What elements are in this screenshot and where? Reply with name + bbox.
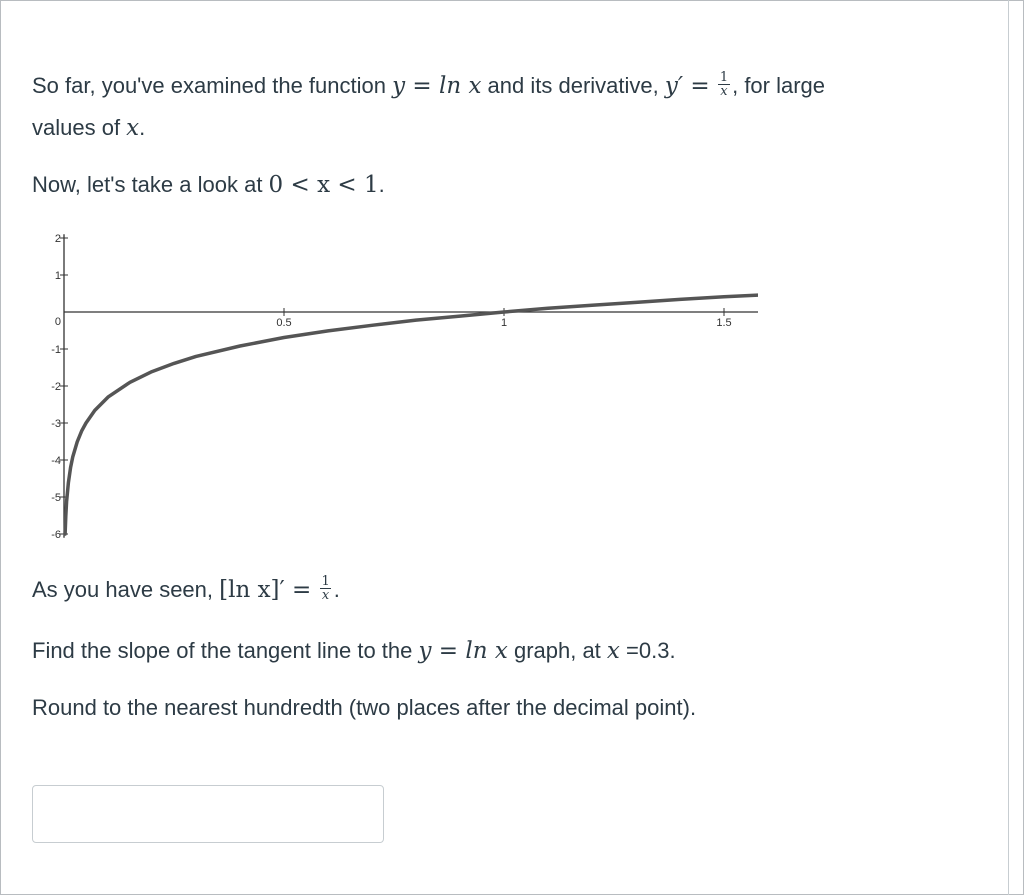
fraction-denominator: x xyxy=(321,587,330,603)
math-derivative-ln: [ln x]′ = xyxy=(219,577,312,603)
round-line xyxy=(32,686,696,730)
find-text-c: =0.3. xyxy=(619,638,676,663)
y-tick-label: -3 xyxy=(51,418,61,430)
fraction-numerator: 1 xyxy=(321,573,330,589)
math-x-2: x xyxy=(606,638,620,664)
fraction-denominator: x xyxy=(720,83,728,99)
math-y-ln-x-2: y = ln x xyxy=(418,638,508,664)
y-tick-label: -1 xyxy=(51,344,61,356)
math-y-ln-x: y = ln x xyxy=(392,73,482,99)
frame-divider xyxy=(1008,0,1009,895)
seen-text: As you have seen, xyxy=(32,577,220,602)
fraction-one-over-x-2 xyxy=(319,575,331,602)
intro-line-1 xyxy=(32,64,825,108)
y-tick-label: -6 xyxy=(51,529,61,541)
x-tick-label: 1.5 xyxy=(716,317,732,329)
y-tick-label: 1 xyxy=(54,270,61,282)
intro-text-a: So far, you've examined the function xyxy=(32,73,393,98)
seen-period: . xyxy=(333,577,340,602)
x-tick-label: 0.5 xyxy=(276,317,292,329)
math-x: x xyxy=(126,115,140,141)
fraction-numerator: 1 xyxy=(719,69,729,85)
y-tick-label: -4 xyxy=(51,455,61,467)
y-tick-label: 2 xyxy=(54,233,61,245)
intro-text-c: , for large xyxy=(732,73,826,98)
round-instruction: Round to the nearest hundredth (two places after the decimal point). xyxy=(32,695,697,720)
now-line xyxy=(32,163,385,207)
y-tick-label: -5 xyxy=(51,492,61,504)
y-tick-label: 0 xyxy=(54,316,61,328)
find-line xyxy=(32,629,676,673)
fraction-one-over-x xyxy=(718,71,730,98)
seen-line xyxy=(32,568,340,612)
now-period: . xyxy=(378,172,385,197)
intro-text-d: values of xyxy=(32,115,127,140)
find-text-b: graph, at xyxy=(507,638,607,663)
math-interval: 0 < x < 1 xyxy=(268,172,379,198)
answer-input[interactable] xyxy=(32,785,384,843)
chart-series xyxy=(65,295,758,534)
math-derivative: y′ = xyxy=(664,73,710,99)
now-text: Now, let's take a look at xyxy=(32,172,269,197)
y-tick-label: -2 xyxy=(51,381,61,393)
chart-axes xyxy=(64,234,758,537)
x-tick-label: 1 xyxy=(500,317,508,329)
ln-x-graph xyxy=(28,220,758,555)
ln-x-curve xyxy=(65,295,758,534)
intro-text-b: and its derivative, xyxy=(481,73,665,98)
intro-period: . xyxy=(139,115,146,140)
intro-line-2 xyxy=(32,106,145,150)
chart-ticks xyxy=(51,233,731,541)
find-text-a: Find the slope of the tangent line to the xyxy=(32,638,419,663)
